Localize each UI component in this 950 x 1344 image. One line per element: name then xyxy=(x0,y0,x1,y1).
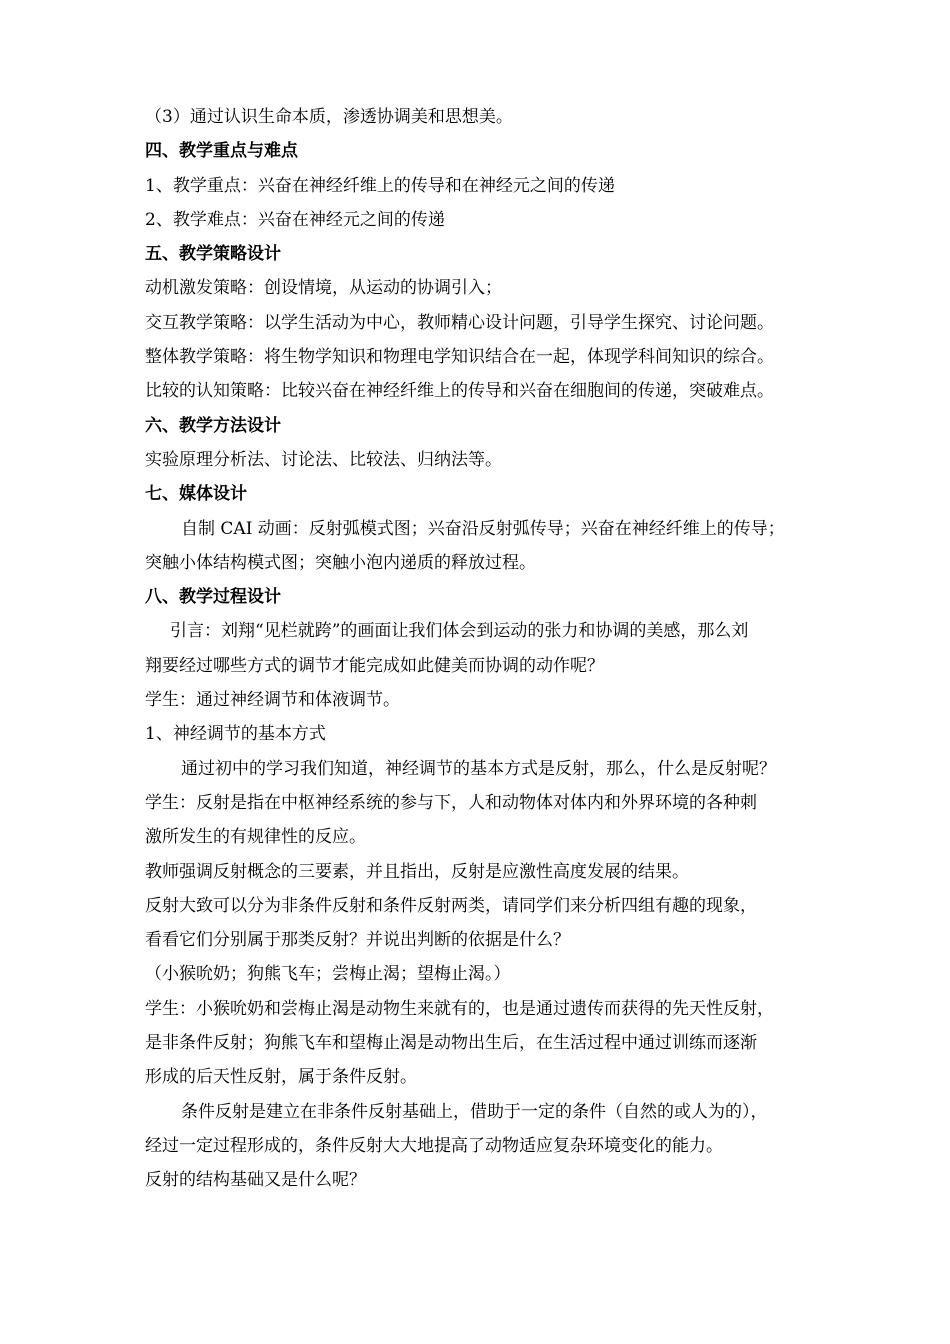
paragraph-line: 反射的结构基础又是什么呢？ xyxy=(145,1170,366,1191)
paragraph-line: 比较的认知策略：比较兴奋在神经纤维上的传导和兴奋在细胞间的传递，突破难点。 xyxy=(145,381,774,402)
section-heading: 五、教学策略设计 xyxy=(145,244,281,265)
paragraph-line: （3）通过认识生命本质，渗透协调美和思想美。 xyxy=(145,107,513,127)
paragraph-line: 自制 CAI 动画：反射弧模式图；兴奋沿反射弧传导；兴奋在神经纤维上的传导； xyxy=(181,518,785,539)
paragraph-line: 整体教学策略：将生物学知识和物理电学知识结合在一起，体现学科间知识的综合。 xyxy=(145,347,774,368)
section-heading: 七、媒体设计 xyxy=(145,484,247,505)
section-heading: 四、教学重点与难点 xyxy=(145,141,298,162)
paragraph-line: 学生：反射是指在中枢神经系统的参与下，人和动物体对体内和外界环境的各种刺 xyxy=(145,792,757,813)
paragraph-line: 通过初中的学习我们知道，神经调节的基本方式是反射，那么，什么是反射呢？ xyxy=(181,758,776,779)
paragraph-line: 引言：刘翔“见栏就跨”的画面让我们体会到运动的张力和协调的美感，那么刘 xyxy=(170,621,749,642)
paragraph-line: 翔要经过哪些方式的调节才能完成如此健美而协调的动作呢？ xyxy=(145,655,604,676)
paragraph-line: 条件反射是建立在非条件反射基础上，借助于一定的条件（自然的或人为的）， xyxy=(181,1101,768,1122)
paragraph-line: 1、神经调节的基本方式 xyxy=(145,724,326,745)
paragraph-line: 实验原理分析法、讨论法、比较法、归纳法等。 xyxy=(145,449,502,470)
section-heading: 六、教学方法设计 xyxy=(145,415,281,436)
paragraph-line: 突触小体结构模式图；突触小泡内递质的释放过程。 xyxy=(145,552,536,573)
paragraph-line: 看看它们分别属于那类反射？并说出判断的依据是什么？ xyxy=(145,930,570,951)
paragraph-line: 学生：通过神经调节和体液调节。 xyxy=(145,690,400,711)
section-heading: 八、教学过程设计 xyxy=(145,587,281,608)
paragraph-line: 1、教学重点：兴奋在神经纤维上的传导和在神经元之间的传递 xyxy=(145,175,615,196)
paragraph-line: 激所发生的有规律性的反应。 xyxy=(145,827,366,848)
paragraph-line: 学生：小猴吮奶和尝梅止渴是动物生来就有的，也是通过遗传而获得的先天性反射， xyxy=(145,998,774,1019)
paragraph-line: 动机激发策略：创设情境，从运动的协调引入； xyxy=(145,278,502,299)
paragraph-line: 交互教学策略：以学生活动为中心，教师精心设计问题，引导学生探究、讨论问题。 xyxy=(145,312,774,333)
paragraph-line: 形成的后天性反射，属于条件反射。 xyxy=(145,1067,417,1088)
paragraph-line: （小猴吮奶；狗熊飞车；尝梅止渴；望梅止渴。） xyxy=(145,964,511,985)
paragraph-line: 是非条件反射；狗熊飞车和望梅止渴是动物出生后，在生活过程中通过训练而逐渐 xyxy=(145,1033,757,1054)
paragraph-line: 经过一定过程形成的，条件反射大大地提高了动物适应复杂环境变化的能力。 xyxy=(145,1135,723,1156)
paragraph-line: 教师强调反射概念的三要素，并且指出，反射是应激性高度发展的结果。 xyxy=(145,861,689,882)
paragraph-line: 反射大致可以分为非条件反射和条件反射两类，请同学们来分析四组有趣的现象， xyxy=(145,895,757,916)
paragraph-line: 2、教学难点：兴奋在神经元之间的传递 xyxy=(145,209,445,230)
